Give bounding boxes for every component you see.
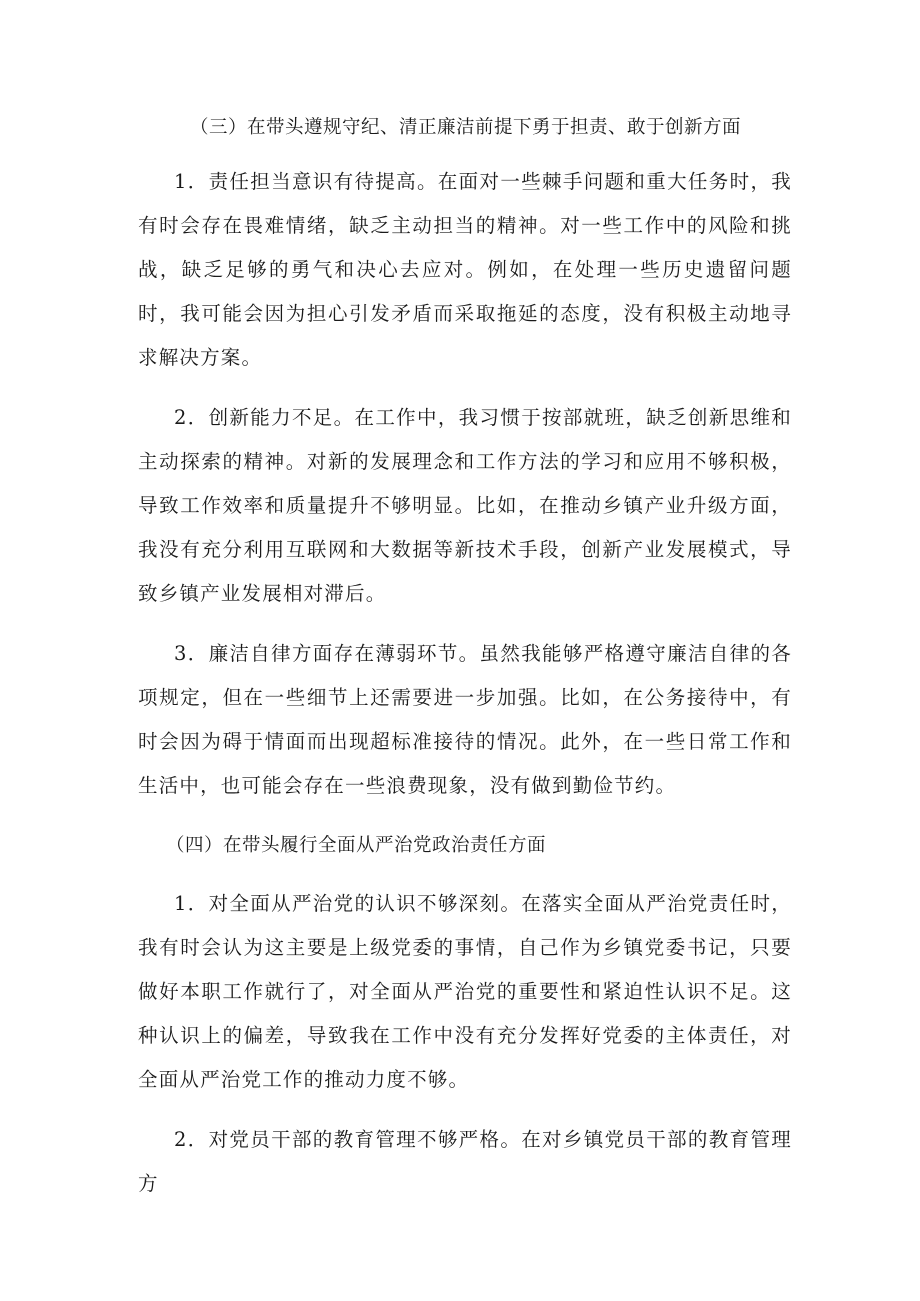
paragraph-responsibility: 1．责任担当意识有待提高。在面对一些棘手问题和重大任务时，我有时会存在畏难情绪，缺乏主动担当的精神。对一些工作中的风险和挑战，缺乏足够的勇气和决心去应对。例如，在处理一些历史遗留问题时，我可能会因为担心引发矛盾而采取拖延的态度，没有积极主动地寻求解决方案。 (138, 170, 792, 369)
paragraph-innovation: 2．创新能力不足。在工作中，我习惯于按部就班，缺乏创新思维和主动探索的精神。对新的发展理念和工作方法的学习和应用不够积极，导致工作效率和质量提升不够明显。比如，在推动乡镇产业升级方面，我没有充分利用互联网和大数据等新技术手段，创新产业发展模式，导致乡镇产业发展相对滞后。 (138, 406, 792, 605)
paragraph-party-discipline: 1．对全面从严治党的认识不够深刻。在落实全面从严治党责任时，我有时会认为这主要是上级党委的事情，自己作为乡镇党委书记，只要做好本职工作就行了，对全面从严治党的重要性和紧迫性认识不足。这种认识上的偏差，导致我在工作中没有充分发挥好党委的主体责任，对全面从严治党工作的推动力度不够。 (138, 892, 792, 1091)
paragraph-cadre-management: 2．对党员干部的教育管理不够严格。在对乡镇党员干部的教育管理方 (138, 1128, 792, 1195)
paragraph-integrity: 3．廉洁自律方面存在薄弱环节。虽然我能够严格遵守廉洁自律的各项规定，但在一些细节上还需要进一步加强。比如，在公务接待中，有时会因为碍于情面而出现超标准接待的情况。此外，在一些日常工作和生活中，也可能会存在一些浪费现象，没有做到勤俭节约。 (138, 642, 792, 797)
section-heading-4: （四）在带头履行全面从严治党政治责任方面 (166, 835, 547, 856)
section-heading-3: （三）在带头遵规守纪、清正廉洁前提下勇于担责、敢于创新方面 (190, 117, 742, 138)
